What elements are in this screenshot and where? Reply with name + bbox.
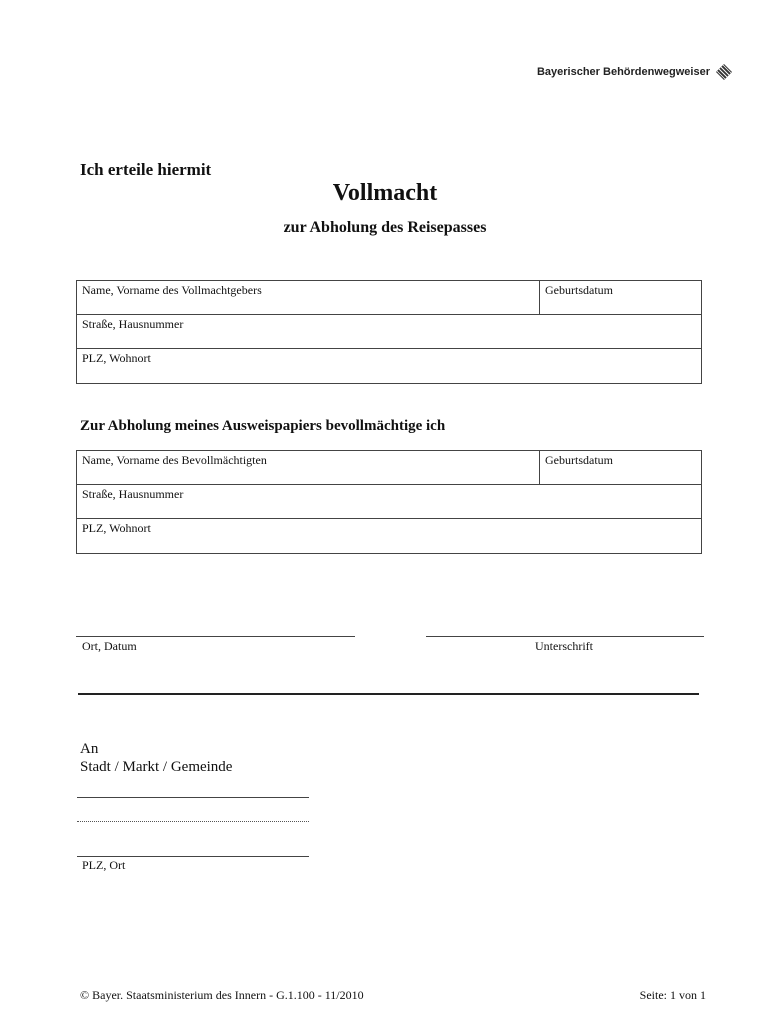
recipient-address-line-1[interactable] [77, 797, 309, 798]
grantor-name-field[interactable]: Name, Vorname des Vollmachtgebers [82, 283, 262, 297]
grantor-birthdate-field[interactable]: Geburtsdatum [539, 281, 701, 314]
recipient-line-an: An [80, 741, 99, 757]
agent-street-field[interactable]: Straße, Hausnummer [82, 487, 184, 501]
brand-name: Bayerischer Behördenwegweiser [536, 66, 710, 78]
place-date-label: Ort, Datum [82, 639, 137, 653]
agent-name-field[interactable]: Name, Vorname des Bevollmächtigten [82, 453, 267, 467]
agent-row-name [77, 451, 701, 485]
recipient-address-line-2[interactable] [77, 821, 309, 822]
grantor-city-field[interactable]: PLZ, Wohnort [82, 351, 151, 365]
section-divider [78, 693, 699, 695]
signature-line[interactable] [426, 636, 704, 637]
signature-label: Unterschrift [535, 639, 593, 653]
intro-text: Ich erteile hiermit [80, 160, 212, 179]
recipient-block [80, 740, 232, 776]
agent-table [76, 450, 702, 554]
page-subtitle: zur Abholung des Reisepasses [283, 219, 487, 236]
footer-page-number: Seite: 1 von 1 [639, 988, 706, 1002]
recipient-zip-city-line[interactable] [77, 856, 309, 857]
footer-copyright: © Bayer. Staatsministerium des Innern - G.1.100 - 11/2010 [80, 988, 364, 1002]
grantor-row-street [77, 315, 701, 349]
agent-row-city [77, 519, 701, 553]
place-date-line[interactable] [76, 636, 355, 637]
section-title: Zur Abholung meines Ausweispapiers bevollmächtige ich [80, 418, 446, 434]
brand-header [537, 64, 732, 80]
grantor-row-city [77, 349, 701, 383]
grantor-row-name [77, 281, 701, 315]
agent-city-field[interactable]: PLZ, Wohnort [82, 521, 151, 535]
agent-birthdate-field[interactable]: Geburtsdatum [539, 451, 701, 484]
agent-row-street [77, 485, 701, 519]
recipient-zip-city-label: PLZ, Ort [82, 858, 126, 872]
grantor-street-field[interactable]: Straße, Hausnummer [82, 317, 184, 331]
recipient-line-authority: Stadt / Markt / Gemeinde [80, 759, 233, 775]
grantor-table [76, 280, 702, 384]
diamond-stripes-icon [716, 64, 732, 80]
page-title: Vollmacht [332, 180, 438, 206]
